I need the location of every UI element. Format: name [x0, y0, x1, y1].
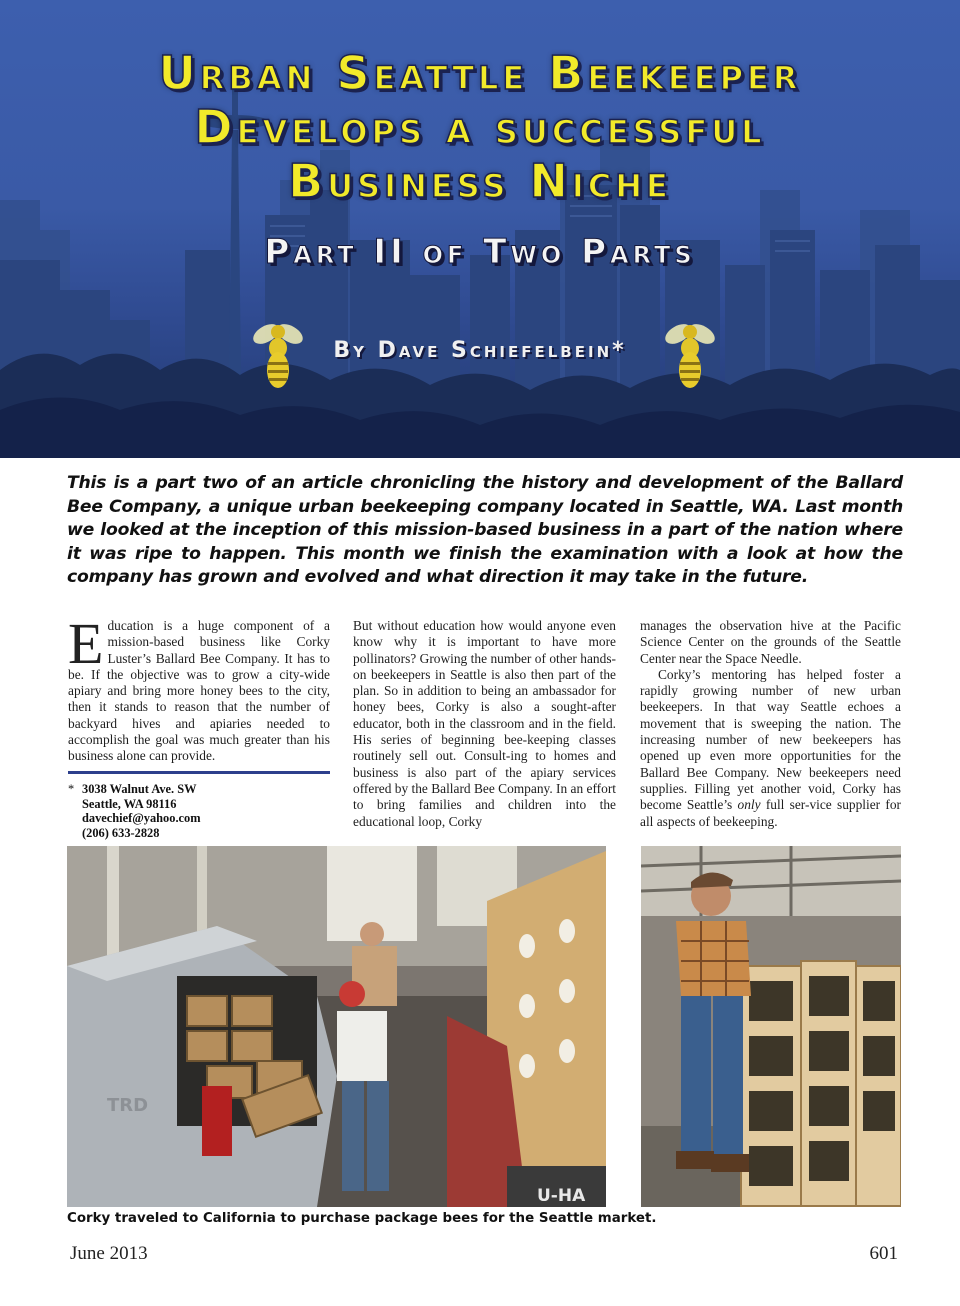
author-address — [68, 782, 330, 840]
body-column-1 — [68, 611, 330, 765]
paragraph-text: full ser-vice supplier for all aspects of beekeeping. — [640, 797, 901, 829]
truck-photo-illustration — [67, 846, 606, 1207]
address-email: davechief@yahoo.com — [82, 811, 201, 826]
truck-badge: TRD — [107, 1095, 149, 1116]
drop-cap: E — [68, 611, 104, 676]
address-street: 3038 Walnut Ave. SW — [82, 782, 197, 796]
address-phone: (206) 633-2828 — [82, 825, 160, 840]
header-banner — [0, 0, 960, 458]
trailer-badge: U-HA — [537, 1186, 586, 1206]
title-line-2: Develops a successful — [194, 100, 766, 154]
paragraph-text: Corky’s mentoring has helped foster a rapidly growing number of new urban beekeepers. In that way Seattle echoes a movement that is sweeping the nation. The increasing number of new beekeepers has opened up even more opportunities for the Ballard Bee Company. New beekeepers need supplies. Filling yet another void, Corky has become Seattle’s — [640, 666, 901, 813]
footnote-divider — [68, 771, 330, 774]
corky-photo-illustration — [641, 846, 901, 1207]
body-column-3 — [640, 618, 901, 830]
article-deck: This is a part two of an article chronicling the history and development of the Ballard Bee Company, a unique urban beekeeping company located in Seattle, WA. Last month we looked at the inception of this mission-based business in a part of the nation where it was ripe to happen. This month we finish the examination with a look at how the company has grown and evolved and what direction it may take in the future. — [67, 473, 903, 588]
title-line-1: Urban Seattle Beekeeper — [158, 46, 802, 100]
photo-caption: Corky traveled to California to purchase package bees for the Seattle market. — [67, 1211, 657, 1226]
photo-corky-package-bees — [641, 846, 901, 1207]
emphasis-text: only — [737, 797, 761, 813]
paragraph — [68, 611, 330, 765]
page-number: 601 — [869, 1243, 898, 1264]
paragraph-text: manages the observation hive at the Pacific Science Center on the grounds of the Seattle Center near the Space Needle. — [640, 618, 901, 666]
footnote-marker: * — [68, 782, 75, 796]
paragraph-text: But without education how would anyone even know why it is important to have more pollinators? Growing the number of other hands-on beekeepers in Seattle is also then part of the plan. So in addition to being an ambassador for honey bees, Corky is also a sought-after educator, both in the classroom and in the field. His series of beginning bee-keeping classes routinely sell out. Consult-ing to homes and business is also part of the apiary services offered by the Ballard Bee Company. In an effort to bring families and children into the educational loop, Corky — [353, 618, 617, 829]
photo-truck-loading — [67, 846, 606, 1207]
paragraph-text: ducation is a huge component of a mission-based business like Corky Luster’s Ballard Bee Company. It has to be. If the objective was to grow a city-wide apiary and bring more honey bees to the city, then it stands to reason that the number of backyard hives and apiaries needed to accomplish the goal was much greater than his business alone can provide. — [68, 618, 330, 764]
subtitle: Part II of Two Parts — [264, 232, 696, 272]
byline: By Dave Schiefelbein* — [333, 338, 627, 363]
paragraph — [640, 667, 901, 830]
issue-date: June 2013 — [70, 1243, 148, 1264]
address-city: Seattle, WA 98116 — [82, 796, 177, 811]
title-line-3: Business Niche — [288, 154, 672, 208]
body-column-2 — [353, 618, 616, 830]
